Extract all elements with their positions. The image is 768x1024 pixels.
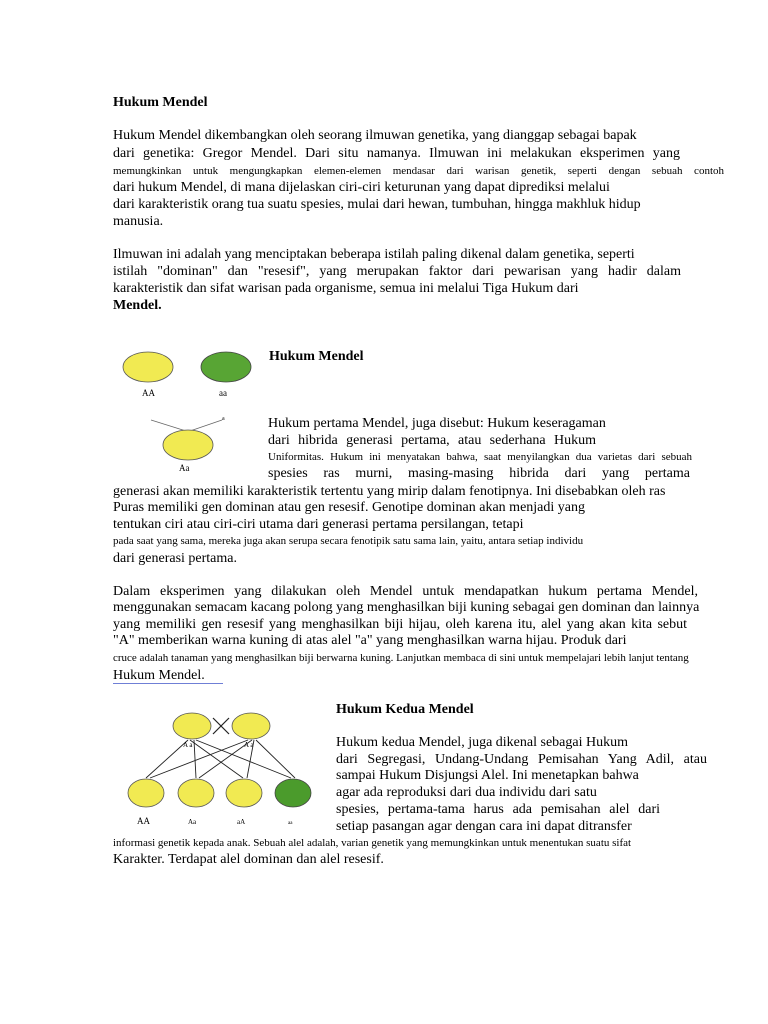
- para3-line: cruce adalah tanaman yang menghasilkan biji berwarna kuning. Lanjutkan membaca di sini untuk mempelajari lebih lanjut tentang: [113, 652, 689, 664]
- monohybrid-cross-figure: [118, 346, 258, 476]
- parent-green-seed: [201, 352, 251, 382]
- offspring-yellow-seed: [178, 779, 214, 807]
- label-AA: AA: [137, 816, 150, 826]
- offspring-yellow-seed: [163, 430, 213, 460]
- para3-line: "A" memberikan warna kuning di atas alel "a" yang menghasilkan warna hijau. Produk dari: [113, 633, 627, 648]
- section2-line: Hukum kedua Mendel, juga dikenal sebagai Hukum: [336, 735, 628, 750]
- gamete-label: A a: [183, 741, 193, 749]
- label-a: a: [222, 416, 225, 422]
- section2-line: agar ada reproduksi dari dua individu dari satu: [336, 785, 597, 800]
- para2-line: istilah "dominan" dan "resesif", yang merupakan faktor dari pewarisan yang hadir dalam: [113, 264, 681, 279]
- section1-line: generasi akan memiliki karakteristik tertentu yang mirip dalam fenotipnya. Ini disebabkan oleh ras: [113, 484, 666, 499]
- cross-line: [190, 420, 222, 431]
- section1-line: Hukum pertama Mendel, juga disebut: Hukum keseragaman: [268, 416, 606, 431]
- section2-line: informasi genetik kepada anak. Sebuah alel adalah, varian genetik yang memungkinkan untuk menentukan suatu sifat: [113, 837, 632, 849]
- para3-line: Dalam eksperimen yang dilakukan oleh Mendel untuk mendapatkan hukum pertama Mendel,: [113, 584, 698, 599]
- section2-heading: Hukum Kedua Mendel: [336, 702, 474, 717]
- label-aa: aa: [219, 388, 227, 398]
- offspring-yellow-seed: [128, 779, 164, 807]
- read-more-link-line: [113, 667, 223, 684]
- cross-line: [151, 420, 186, 431]
- section2-line: setiap pasangan agar dengan cara ini dapat ditransfer: [336, 819, 632, 834]
- section1-line: Uniformitas. Hukum ini menyatakan bahwa, saat menyilangkan dua varietas dari sebuah: [268, 451, 692, 463]
- section2-line: spesies, pertama-tama harus ada pemisahan alel dari: [336, 802, 660, 817]
- label-Aa: Aa: [188, 818, 197, 826]
- para2-line: Mendel.: [113, 298, 162, 313]
- cross-lines: [146, 740, 295, 778]
- dihybrid-cross-figure: [110, 700, 335, 830]
- section1-line: dari generasi pertama.: [113, 551, 237, 566]
- para3-line: menggunakan semacam kacang polong yang menghasilkan biji kuning sebagai gen dominan dan lainnya: [113, 600, 700, 615]
- page-title: Hukum Mendel: [113, 95, 208, 110]
- para2-line: karakteristik dan sifat warisan pada organisme, semua ini melalui Tiga Hukum dari: [113, 281, 579, 296]
- intro-line: dari karakteristik orang tua suatu spesies, mulai dari hewan, tumbuhan, hingga makhluk hidup: [113, 197, 641, 212]
- section1-line: spesies ras murni, masing-masing hibrida dari yang pertama: [268, 466, 690, 481]
- hukum-mendel-link[interactable]: Hukum Mendel.: [113, 668, 223, 684]
- intro-line: dari genetika: Gregor Mendel. Dari situ namanya. Ilmuwan ini melakukan eksperimen yang: [113, 146, 680, 161]
- parent-yellow-seed: [123, 352, 173, 382]
- para2-line: Ilmuwan ini adalah yang menciptakan beberapa istilah paling dikenal dalam genetika, seperti: [113, 247, 635, 262]
- cross-symbol: [213, 718, 229, 734]
- label-Aa: Aa: [179, 463, 190, 473]
- parent-yellow-seed: [232, 713, 270, 739]
- section2-line: sampai Hukum Disjungsi Alel. Ini menetapkan bahwa: [336, 768, 639, 783]
- intro-line: memungkinkan untuk mengungkapkan elemen-elemen mendasar dari warisan genetik, seperti dengan sebuah contoh: [113, 165, 724, 177]
- label-aa: aa: [288, 821, 293, 826]
- section2-line: Karakter. Terdapat alel dominan dan alel resesif.: [113, 852, 384, 867]
- offspring-green-seed: [275, 779, 311, 807]
- label-AA: AA: [142, 388, 155, 398]
- intro-line: Hukum Mendel dikembangkan oleh seorang ilmuwan genetika, yang dianggap sebagai bapak: [113, 128, 637, 143]
- gamete-label: A a: [244, 741, 254, 749]
- offspring-yellow-seed: [226, 779, 262, 807]
- parent-yellow-seed: [173, 713, 211, 739]
- intro-line: dari hukum Mendel, di mana dijelaskan ciri-ciri keturunan yang dapat diprediksi melalui: [113, 180, 610, 195]
- section1-line: tentukan ciri atau ciri-ciri utama dari generasi pertama persilangan, tetapi: [113, 517, 524, 532]
- section2-line: dari Segregasi, Undang-Undang Pemisahan Yang Adil, atau: [336, 752, 707, 767]
- section1-line: dari hibrida generasi pertama, atau sederhana Hukum: [268, 433, 596, 448]
- section1-line: pada saat yang sama, mereka juga akan serupa secara fenotipik satu sama lain, yaitu, antara setiap individu: [113, 535, 584, 547]
- section1-heading: Hukum Mendel: [269, 349, 364, 364]
- section1-line: Puras memiliki gen dominan atau gen resesif. Genotipe dominan akan menjadi yang: [113, 500, 585, 515]
- para3-line: yang memiliki gen resesif yang menghasilkan biji hijau, oleh karena itu, alel yang akan kita sebut: [113, 617, 687, 632]
- label-aA: aA: [237, 818, 246, 826]
- intro-line: manusia.: [113, 214, 164, 229]
